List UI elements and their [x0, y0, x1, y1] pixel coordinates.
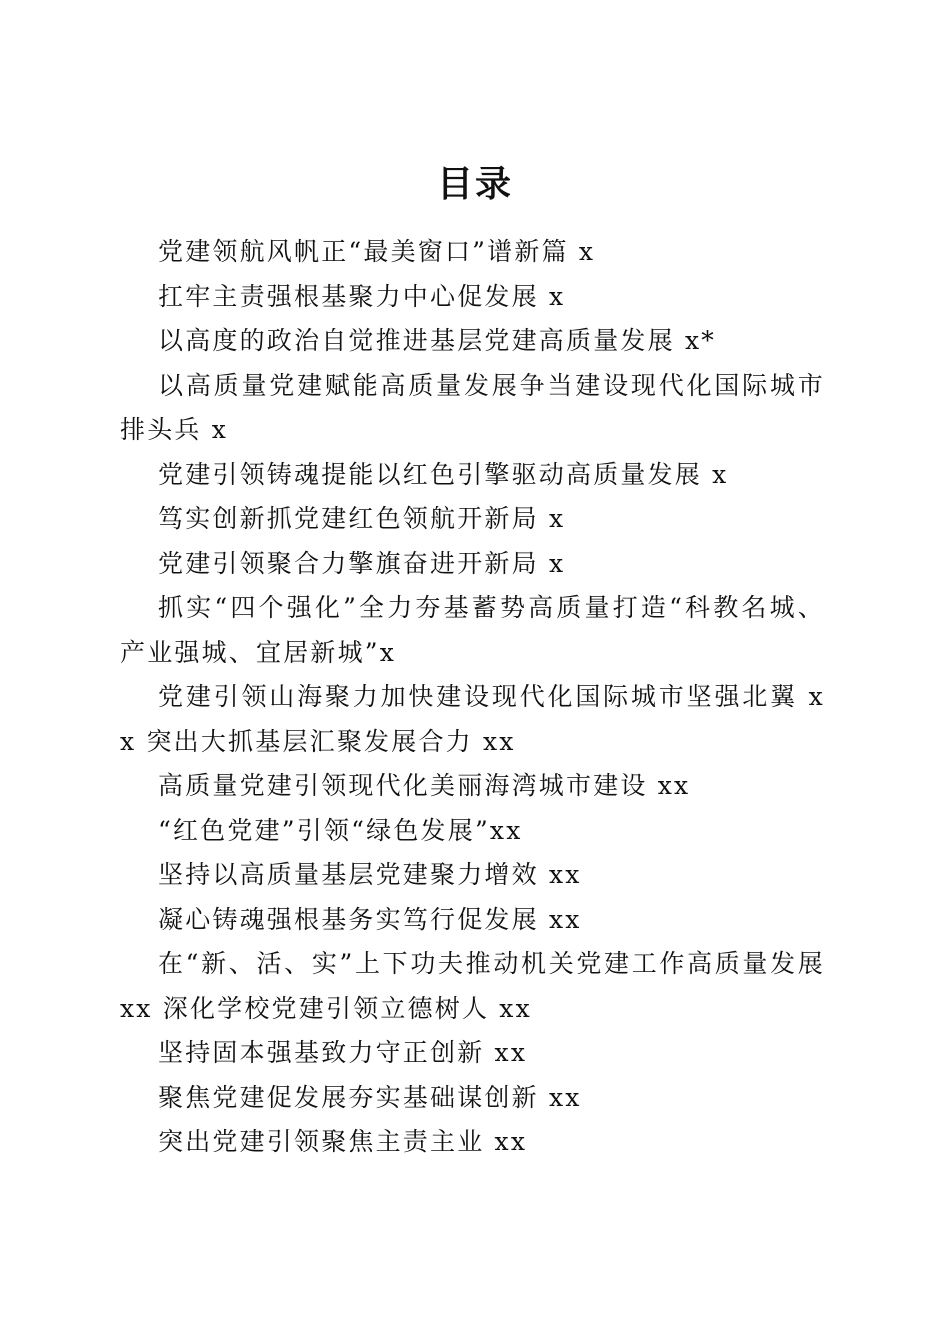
toc-entry: 党建引领山海聚力加快建设现代化国际城市坚强北翼 xx 突出大抓基层汇聚发展合力 xx: [120, 682, 825, 756]
toc-entry: 凝心铸魂强根基务实笃行促发展 xx: [158, 904, 582, 934]
table-of-contents: [120, 230, 825, 1165]
toc-entry: 在“新、活、实”上下功夫推动机关党建工作高质量发展 xx 深化学校党建引领立德树人 xx: [120, 949, 825, 1023]
toc-entry: 抓实“四个强化”全力夯基蓄势高质量打造“科教名城、产业强城、宜居新城”x: [120, 593, 825, 667]
toc-entry: “红色党建”引领“绿色发展”xx: [158, 815, 523, 845]
toc-entry: 党建引领铸魂提能以红色引擎驱动高质量发展 x: [158, 459, 729, 489]
toc-entry: 党建领航风帆正“最美窗口”谱新篇 x: [158, 237, 596, 266]
toc-entry: 聚焦党建促发展夯实基础谋创新 xx: [158, 1082, 582, 1112]
toc-entry: 以高质量党建赋能高质量发展争当建设现代化国际城市排头兵 x: [120, 370, 825, 444]
toc-entry: 坚持以高质量基层党建聚力增效 xx: [158, 860, 582, 889]
toc-entry: 高质量党建引领现代化美丽海湾城市建设 xx: [158, 771, 691, 800]
toc-entry: 笃实创新抓党建红色领航开新局 x: [158, 504, 566, 533]
toc-entry: 扛牢主责强根基聚力中心促发展 x: [158, 281, 566, 311]
toc-entry: 党建引领聚合力擎旗奋进开新局 x: [158, 548, 566, 578]
page-title: 目录: [436, 163, 513, 206]
toc-entry: 以高度的政治自觉推进基层党建高质量发展 x*: [158, 326, 716, 355]
toc-entry: 突出党建引领聚焦主责主业 xx: [158, 1127, 528, 1156]
toc-entry: 坚持固本强基致力守正创新 xx: [158, 1038, 528, 1067]
